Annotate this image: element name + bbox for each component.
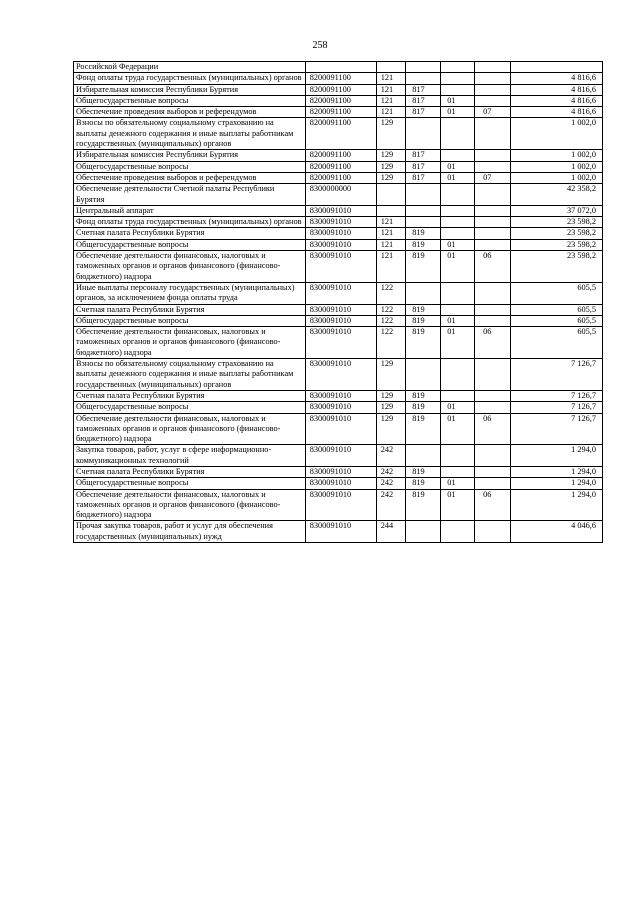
row-target-code-cell: 8300091010 [305, 489, 376, 521]
row-expense-type-cell [376, 184, 406, 206]
table-row [74, 282, 603, 304]
table-row [74, 239, 603, 250]
row-subsection-cell [475, 73, 511, 84]
row-administrator-cell [406, 118, 441, 150]
row-target-code-cell: 8300091010 [305, 239, 376, 250]
row-administrator-cell [406, 62, 441, 73]
row-target-code-cell: 8300091010 [305, 282, 376, 304]
row-target-code-cell: 8300091010 [305, 205, 376, 216]
table-row [74, 107, 603, 118]
row-name-cell: Фонд оплаты труда государственных (муниципальных) органов [74, 217, 306, 228]
row-name-cell: Обеспечение проведения выборов и референдумов [74, 172, 306, 183]
row-expense-type-cell: 242 [376, 478, 406, 489]
row-subsection-cell [475, 118, 511, 150]
row-target-code-cell: 8200091100 [305, 118, 376, 150]
row-administrator-cell: 819 [406, 315, 441, 326]
row-subsection-cell: 07 [475, 172, 511, 183]
row-administrator-cell [406, 217, 441, 228]
budget-table-body [74, 62, 603, 543]
row-name-cell: Российской Федерации [74, 62, 306, 73]
row-administrator-cell [406, 205, 441, 216]
row-subsection-cell [475, 161, 511, 172]
row-name-cell: Счетная палата Республики Бурятия [74, 228, 306, 239]
row-name-cell: Обеспечение деятельности Счетной палаты Республики Бурятия [74, 184, 306, 206]
row-amount-cell: 1 002,0 [511, 150, 603, 161]
row-expense-type-cell: 122 [376, 315, 406, 326]
row-name-cell: Общегосударственные вопросы [74, 95, 306, 106]
table-row [74, 73, 603, 84]
row-name-cell: Общегосударственные вопросы [74, 478, 306, 489]
row-section-cell: 01 [441, 478, 475, 489]
row-section-cell [441, 73, 475, 84]
row-subsection-cell [475, 315, 511, 326]
table-row [74, 390, 603, 401]
row-expense-type-cell: 121 [376, 95, 406, 106]
row-name-cell: Центральный аппарат [74, 205, 306, 216]
row-expense-type-cell: 122 [376, 304, 406, 315]
row-name-cell: Взносы по обязательному социальному страхованию на выплаты денежного содержания и иные выплаты работникам государственных (муниципальных) органов [74, 118, 306, 150]
row-section-cell [441, 184, 475, 206]
row-expense-type-cell: 122 [376, 327, 406, 359]
row-subsection-cell [475, 95, 511, 106]
row-section-cell: 01 [441, 402, 475, 413]
row-target-code-cell: 8300091010 [305, 478, 376, 489]
row-administrator-cell: 817 [406, 161, 441, 172]
row-amount-cell: 23 598,2 [511, 239, 603, 250]
row-administrator-cell: 819 [406, 466, 441, 477]
row-name-cell: Обеспечение деятельности финансовых, налоговых и таможенных органов и органов финансового (финансово-бюджетного) надзора [74, 251, 306, 283]
row-expense-type-cell: 121 [376, 84, 406, 95]
row-expense-type-cell: 121 [376, 239, 406, 250]
row-expense-type-cell: 242 [376, 466, 406, 477]
row-target-code-cell: 8200091100 [305, 161, 376, 172]
row-amount-cell: 605,5 [511, 282, 603, 304]
row-administrator-cell: 819 [406, 478, 441, 489]
row-target-code-cell: 8300091010 [305, 413, 376, 445]
row-amount-cell: 1 294,0 [511, 445, 603, 467]
row-amount-cell: 7 126,7 [511, 390, 603, 401]
row-administrator-cell: 819 [406, 228, 441, 239]
row-section-cell: 01 [441, 172, 475, 183]
row-amount-cell: 23 598,2 [511, 228, 603, 239]
row-expense-type-cell: 129 [376, 118, 406, 150]
row-amount-cell: 4 816,6 [511, 73, 603, 84]
row-administrator-cell: 819 [406, 251, 441, 283]
row-target-code-cell: 8300091010 [305, 251, 376, 283]
row-amount-cell: 23 598,2 [511, 217, 603, 228]
row-administrator-cell [406, 184, 441, 206]
row-section-cell: 01 [441, 239, 475, 250]
row-section-cell [441, 150, 475, 161]
row-administrator-cell: 817 [406, 84, 441, 95]
row-subsection-cell: 06 [475, 489, 511, 521]
table-row [74, 413, 603, 445]
row-section-cell [441, 521, 475, 543]
row-target-code-cell: 8200091100 [305, 95, 376, 106]
row-name-cell: Общегосударственные вопросы [74, 239, 306, 250]
row-section-cell: 01 [441, 107, 475, 118]
row-subsection-cell: 06 [475, 413, 511, 445]
row-target-code-cell: 8300091010 [305, 304, 376, 315]
table-row [74, 150, 603, 161]
row-name-cell: Иные выплаты персоналу государственных (муниципальных) органов, за исключением фонда оплаты труда [74, 282, 306, 304]
row-subsection-cell [475, 304, 511, 315]
row-section-cell [441, 282, 475, 304]
row-expense-type-cell: 244 [376, 521, 406, 543]
table-row [74, 359, 603, 391]
page-number: 258 [312, 40, 328, 51]
row-section-cell: 01 [441, 489, 475, 521]
row-section-cell: 01 [441, 251, 475, 283]
row-section-cell [441, 62, 475, 73]
row-expense-type-cell: 129 [376, 172, 406, 183]
row-administrator-cell: 817 [406, 150, 441, 161]
row-name-cell: Взносы по обязательному социальному страхованию на выплаты денежного содержания и иные выплаты работникам государственных (муниципальных) органов [74, 359, 306, 391]
row-expense-type-cell [376, 62, 406, 73]
row-name-cell: Общегосударственные вопросы [74, 315, 306, 326]
row-amount-cell: 1 002,0 [511, 172, 603, 183]
row-amount-cell: 7 126,7 [511, 413, 603, 445]
row-expense-type-cell: 121 [376, 228, 406, 239]
row-subsection-cell: 07 [475, 107, 511, 118]
row-amount-cell: 1 294,0 [511, 478, 603, 489]
row-target-code-cell: 8200091100 [305, 84, 376, 95]
row-target-code-cell: 8300091010 [305, 521, 376, 543]
row-subsection-cell [475, 521, 511, 543]
row-section-cell [441, 390, 475, 401]
row-expense-type-cell: 122 [376, 282, 406, 304]
row-target-code-cell: 8300091010 [305, 359, 376, 391]
row-subsection-cell [475, 184, 511, 206]
row-section-cell [441, 228, 475, 239]
row-subsection-cell [475, 239, 511, 250]
row-administrator-cell: 817 [406, 172, 441, 183]
row-target-code-cell: 8300091010 [305, 217, 376, 228]
table-row [74, 95, 603, 106]
row-section-cell: 01 [441, 413, 475, 445]
row-target-code-cell: 8300091010 [305, 327, 376, 359]
row-amount-cell: 23 598,2 [511, 251, 603, 283]
row-administrator-cell [406, 282, 441, 304]
row-name-cell: Прочая закупка товаров, работ и услуг для обеспечения государственных (муниципальных) нужд [74, 521, 306, 543]
row-target-code-cell: 8200091100 [305, 73, 376, 84]
row-section-cell [441, 466, 475, 477]
row-subsection-cell [475, 445, 511, 467]
row-administrator-cell: 819 [406, 239, 441, 250]
row-name-cell: Обеспечение деятельности финансовых, налоговых и таможенных органов и органов финансового (финансово-бюджетного) надзора [74, 489, 306, 521]
row-section-cell [441, 359, 475, 391]
row-subsection-cell [475, 466, 511, 477]
row-target-code-cell: 8300091010 [305, 390, 376, 401]
row-section-cell [441, 118, 475, 150]
row-subsection-cell [475, 390, 511, 401]
row-name-cell: Счетная палата Республики Бурятия [74, 466, 306, 477]
row-amount-cell: 1 002,0 [511, 118, 603, 150]
row-name-cell: Общегосударственные вопросы [74, 161, 306, 172]
row-administrator-cell: 819 [406, 327, 441, 359]
budget-table [73, 61, 603, 543]
row-administrator-cell: 819 [406, 304, 441, 315]
row-name-cell: Избирательная комиссия Республики Бурятия [74, 150, 306, 161]
row-name-cell: Обеспечение деятельности финансовых, налоговых и таможенных органов и органов финансового (финансово-бюджетного) надзора [74, 327, 306, 359]
row-administrator-cell [406, 359, 441, 391]
row-expense-type-cell: 242 [376, 445, 406, 467]
row-target-code-cell: 8300091010 [305, 466, 376, 477]
table-row [74, 251, 603, 283]
row-administrator-cell: 819 [406, 413, 441, 445]
table-row [74, 228, 603, 239]
row-section-cell [441, 217, 475, 228]
row-name-cell: Обеспечение проведения выборов и референдумов [74, 107, 306, 118]
row-name-cell: Счетная палата Республики Бурятия [74, 390, 306, 401]
row-administrator-cell: 819 [406, 402, 441, 413]
row-expense-type-cell: 121 [376, 107, 406, 118]
row-target-code-cell: 8300000000 [305, 184, 376, 206]
table-row [74, 118, 603, 150]
row-expense-type-cell: 129 [376, 359, 406, 391]
row-subsection-cell [475, 478, 511, 489]
row-amount-cell: 42 358,2 [511, 184, 603, 206]
row-name-cell: Счетная палата Республики Бурятия [74, 304, 306, 315]
row-section-cell: 01 [441, 161, 475, 172]
row-section-cell [441, 205, 475, 216]
row-section-cell [441, 445, 475, 467]
table-row [74, 304, 603, 315]
row-amount-cell: 605,5 [511, 315, 603, 326]
row-amount-cell: 605,5 [511, 304, 603, 315]
row-subsection-cell [475, 84, 511, 95]
row-amount-cell: 1 294,0 [511, 489, 603, 521]
table-row [74, 205, 603, 216]
row-amount-cell [511, 62, 603, 73]
row-section-cell: 01 [441, 95, 475, 106]
table-row [74, 184, 603, 206]
row-subsection-cell: 06 [475, 251, 511, 283]
row-administrator-cell [406, 445, 441, 467]
row-amount-cell: 4 816,6 [511, 95, 603, 106]
row-target-code-cell: 8300091010 [305, 445, 376, 467]
table-row [74, 466, 603, 477]
table-row [74, 445, 603, 467]
row-section-cell: 01 [441, 327, 475, 359]
row-expense-type-cell: 129 [376, 161, 406, 172]
row-administrator-cell [406, 73, 441, 84]
row-expense-type-cell: 121 [376, 73, 406, 84]
row-name-cell: Фонд оплаты труда государственных (муниципальных) органов [74, 73, 306, 84]
row-target-code-cell: 8300091010 [305, 402, 376, 413]
row-expense-type-cell: 129 [376, 390, 406, 401]
row-expense-type-cell [376, 205, 406, 216]
table-row [74, 84, 603, 95]
row-amount-cell: 1 002,0 [511, 161, 603, 172]
row-name-cell: Избирательная комиссия Республики Бурятия [74, 84, 306, 95]
row-subsection-cell [475, 150, 511, 161]
table-row [74, 327, 603, 359]
row-target-code-cell: 8200091100 [305, 150, 376, 161]
row-expense-type-cell: 129 [376, 413, 406, 445]
row-expense-type-cell: 121 [376, 251, 406, 283]
row-name-cell: Общегосударственные вопросы [74, 402, 306, 413]
row-subsection-cell [475, 217, 511, 228]
row-subsection-cell [475, 402, 511, 413]
row-subsection-cell [475, 205, 511, 216]
row-amount-cell: 37 072,0 [511, 205, 603, 216]
row-amount-cell: 4 046,6 [511, 521, 603, 543]
row-target-code-cell: 8200091100 [305, 172, 376, 183]
table-row [74, 478, 603, 489]
row-amount-cell: 4 816,6 [511, 84, 603, 95]
row-administrator-cell: 817 [406, 107, 441, 118]
row-name-cell: Обеспечение деятельности финансовых, налоговых и таможенных органов и органов финансового (финансово-бюджетного) надзора [74, 413, 306, 445]
row-subsection-cell: 06 [475, 327, 511, 359]
row-expense-type-cell: 242 [376, 489, 406, 521]
row-target-code-cell [305, 62, 376, 73]
row-administrator-cell: 817 [406, 95, 441, 106]
row-target-code-cell: 8200091100 [305, 107, 376, 118]
row-section-cell [441, 304, 475, 315]
table-row [74, 217, 603, 228]
row-administrator-cell: 819 [406, 489, 441, 521]
table-row [74, 62, 603, 73]
row-expense-type-cell: 121 [376, 217, 406, 228]
table-row [74, 402, 603, 413]
row-section-cell: 01 [441, 315, 475, 326]
row-amount-cell: 4 816,6 [511, 107, 603, 118]
table-row [74, 489, 603, 521]
row-administrator-cell: 819 [406, 390, 441, 401]
table-row [74, 172, 603, 183]
row-amount-cell: 605,5 [511, 327, 603, 359]
row-expense-type-cell: 129 [376, 150, 406, 161]
table-row [74, 315, 603, 326]
row-subsection-cell [475, 62, 511, 73]
row-amount-cell: 7 126,7 [511, 402, 603, 413]
row-target-code-cell: 8300091010 [305, 315, 376, 326]
row-expense-type-cell: 129 [376, 402, 406, 413]
row-subsection-cell [475, 228, 511, 239]
row-subsection-cell [475, 282, 511, 304]
table-row [74, 161, 603, 172]
row-administrator-cell [406, 521, 441, 543]
row-amount-cell: 1 294,0 [511, 466, 603, 477]
row-subsection-cell [475, 359, 511, 391]
row-section-cell [441, 84, 475, 95]
table-row [74, 521, 603, 543]
row-name-cell: Закупка товаров, работ, услуг в сфере информационно-коммуникационных технологий [74, 445, 306, 467]
row-target-code-cell: 8300091010 [305, 228, 376, 239]
row-amount-cell: 7 126,7 [511, 359, 603, 391]
